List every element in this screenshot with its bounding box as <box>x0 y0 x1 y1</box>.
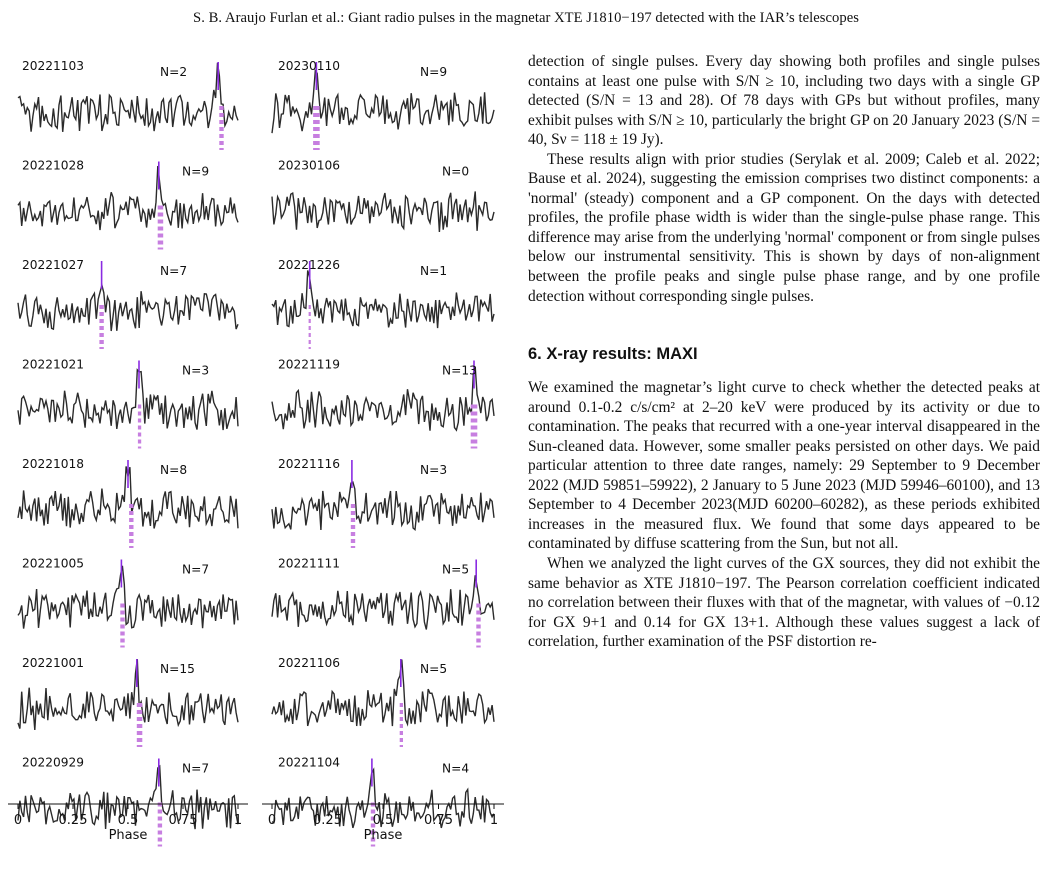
profile-panel-20221116 <box>272 457 494 548</box>
profile-panel-20221103 <box>18 59 238 150</box>
profile-trace <box>18 370 238 430</box>
profile-trace <box>272 71 494 133</box>
panel-count-label: N=8 <box>160 463 188 477</box>
panel-count-label: N=1 <box>420 264 448 278</box>
pulse-profile-plot <box>0 0 510 870</box>
panel-count-label: N=7 <box>182 562 210 577</box>
x-axis-title: Phase <box>363 828 403 843</box>
paragraph-single-pulses: detection of single pulses. Every day showing both profiles and single pulses contains at least one pulse with S/N ≥ 10, including two days with a single GP detected (S/N = 13 and 28). Of 78 days with GPs but without profiles, many exhibit pulses with S/N ≥ 10, particularly the bright GP on 20 January 2023 (S/N = 40, Sν = 118 ± 19 Jy). <box>528 53 1040 149</box>
panel-date-label: 20221111 <box>278 556 341 571</box>
x-axis-title: Phase <box>108 828 148 843</box>
panel-count-label: N=3 <box>182 363 210 378</box>
panel-count-label: N=13 <box>442 363 477 378</box>
profile-trace <box>272 482 494 530</box>
x-tick-label: 0.5 <box>372 813 394 828</box>
paragraph-light-curve: We examined the magnetar’s light curve to check whether the detected peaks at around 0.1-0.2 c/s/cm² at 2–20 keV were produced by its activity or due to contamination. The peaks that recurred with a one-year interval disappeared in the Sun-cleaned data. However, some smaller peaks persisted on other days. We paid particular attention to three date ranges, namely: 29 September to 9 December 2022 (MJD 59851–59922), 2 January to 5 June 2023 (MJD 59946–60100), and 13 September to 4 December 2023(MJD 60200–60282), as these periods exhibited increases in the measured flux. We found that some days appeared to be contaminated by diffuse scattering from the Sun, but not all. <box>528 379 1040 553</box>
panel-date-label: 20221116 <box>278 457 341 471</box>
panel-date-label: 20221106 <box>278 656 341 670</box>
panel-date-label: 20221005 <box>22 556 85 571</box>
panel-date-label: 20221028 <box>22 158 85 173</box>
paragraph-gx-sources: When we analyzed the light curves of the GX sources, they did not exhibit the same behavior as XTE J1810−197. The Pearson correlation coefficient indicated no correlation between their fluxes with that of the magnetar, with values of −0.12 for GX 9+1 and 0.14 for GX 13+1. Although these values suggest a lack of correlation, further examination of the PSF distortion re- <box>528 555 1040 651</box>
panel-date-label: 20220929 <box>22 755 85 770</box>
panel-count-label: N=15 <box>160 662 195 676</box>
panel-count-label: N=3 <box>420 463 448 477</box>
panel-date-label: 20221103 <box>22 59 85 73</box>
panel-count-label: N=7 <box>160 264 188 278</box>
pulse-profile-figure <box>0 0 510 870</box>
profile-panel-20221226 <box>272 258 494 349</box>
profile-panel-20221018 <box>18 457 238 548</box>
panel-count-label: N=7 <box>182 761 210 776</box>
profile-trace <box>272 270 494 328</box>
x-tick-label: 0.75 <box>424 813 453 828</box>
panel-count-label: N=0 <box>442 164 470 179</box>
x-tick-label: 0.25 <box>58 813 88 828</box>
panel-date-label: 20221027 <box>22 258 85 272</box>
profile-panel-20221021 <box>18 358 238 449</box>
panel-count-label: N=9 <box>420 65 448 79</box>
profile-trace <box>272 191 494 232</box>
panel-count-label: N=4 <box>442 761 470 776</box>
profile-trace <box>18 285 238 331</box>
profile-panel-20230110 <box>272 59 494 150</box>
profile-panel-20221027 <box>18 258 238 349</box>
panel-date-label: 20230110 <box>278 59 341 73</box>
profile-panel-20230106 <box>272 159 494 232</box>
x-tick-label: 0.5 <box>117 813 139 828</box>
panel-date-label: 20221021 <box>22 357 85 372</box>
profile-panel-20221028 <box>18 159 238 250</box>
panel-date-label: 20221104 <box>278 755 341 770</box>
profile-trace <box>272 575 494 629</box>
running-header: S. B. Araujo Furlan et al.: Giant radio pulses in the magnetar XTE J1810−197 detected with the IAR’s telescopes <box>193 10 859 26</box>
panel-date-label: 20221001 <box>22 656 85 670</box>
profile-trace <box>18 63 238 132</box>
x-tick-label: 1 <box>489 813 499 828</box>
panel-date-label: 20221018 <box>22 457 85 471</box>
x-tick-label: 0.75 <box>168 813 198 828</box>
panel-count-label: N=5 <box>420 662 448 676</box>
profile-panel-20221111 <box>272 557 494 648</box>
panel-date-label: 20221119 <box>278 357 341 372</box>
text-column <box>528 52 1040 652</box>
x-tick-label: 0 <box>13 813 23 828</box>
section-heading-xray: 6. X-ray results: MAXI <box>528 345 698 364</box>
x-tick-label: 1 <box>233 813 243 828</box>
panel-date-label: 20230106 <box>278 158 341 173</box>
panel-count-label: N=9 <box>182 164 210 179</box>
profile-panel-20221119 <box>272 358 494 449</box>
x-tick-label: 0.25 <box>313 813 342 828</box>
profile-panel-20221106 <box>272 656 494 747</box>
panel-count-label: N=5 <box>442 562 470 577</box>
x-tick-label: 0 <box>267 813 277 828</box>
panel-count-label: N=2 <box>160 65 188 79</box>
profile-panel-20221001 <box>18 656 238 747</box>
paragraph-prior-studies: These results align with prior studies (Serylak et al. 2009; Caleb et al. 2022; Bause et al. 2024), suggesting the emission comprises two distinct components: a 'normal' (steady) component and a GP component. On the days with detected profiles, the profile phase width is wider than the single-pulse phase range. This difference may arise from the underlying 'normal' component or from single pulses below our instrumental sensitivity. This is shown by days of non-alignment between the profile peaks and single pulse phase range, and by one profile detection without corresponding single pulses. <box>528 150 1040 305</box>
panel-date-label: 20221226 <box>278 258 341 272</box>
profile-panel-20221005 <box>18 557 238 648</box>
